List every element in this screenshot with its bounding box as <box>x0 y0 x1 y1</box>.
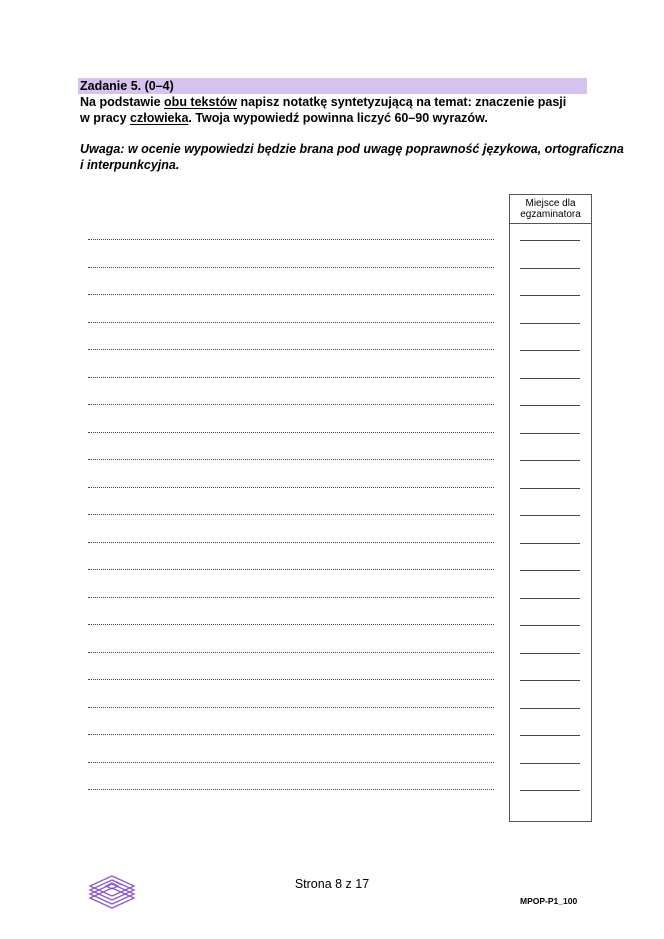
instruction-line-2 <box>80 111 620 127</box>
examiner-score-slot <box>520 654 580 682</box>
examiner-score-slot <box>520 406 580 434</box>
answer-line[interactable] <box>88 625 494 653</box>
task-header <box>78 78 587 94</box>
instruction-emphasis: obu tekstów <box>164 95 237 109</box>
answer-line[interactable] <box>88 488 494 516</box>
answer-line[interactable] <box>88 680 494 708</box>
examiner-score-slot <box>520 351 580 379</box>
answer-line[interactable] <box>88 378 494 406</box>
answer-line[interactable] <box>88 433 494 461</box>
examiner-score-slot <box>520 599 580 627</box>
instruction-text: . Twoja wypowiedź powinna liczyć 60–90 wyrazów. <box>188 110 488 125</box>
answer-line[interactable] <box>88 735 494 763</box>
answer-line[interactable] <box>88 570 494 598</box>
instruction-text: w pracy <box>80 110 131 125</box>
examiner-score-slot <box>520 764 580 792</box>
task-instruction <box>80 95 620 126</box>
examiner-score-slot <box>520 516 580 544</box>
answer-line[interactable] <box>88 323 494 351</box>
examiner-score-slot <box>520 379 580 407</box>
answer-line[interactable] <box>88 460 494 488</box>
examiner-score-slot <box>520 224 580 241</box>
answer-line[interactable] <box>88 240 494 268</box>
examiner-score-slot <box>520 241 580 269</box>
answer-line[interactable] <box>88 598 494 626</box>
examiner-score-slot <box>520 571 580 599</box>
task-title: Zadanie 5. (0–4) <box>80 79 174 93</box>
examiner-score-slot <box>520 709 580 737</box>
examiner-score-slot <box>520 489 580 517</box>
answer-line[interactable] <box>88 515 494 543</box>
examiner-score-slot <box>520 736 580 764</box>
note-line-1: Uwaga: w ocenie wypowiedzi będzie brana pod uwagę poprawność językowa, ortograficzna <box>80 142 624 156</box>
answer-line[interactable] <box>88 350 494 378</box>
examiner-label-line-1: Miejsce dla <box>525 198 576 209</box>
answer-line[interactable] <box>88 405 494 433</box>
document-code: MPOP-P1_100 <box>520 896 578 906</box>
examiner-score-slot <box>520 626 580 654</box>
examiner-score-slot <box>520 434 580 462</box>
examiner-score-slot <box>520 324 580 352</box>
examiner-score-slot <box>520 269 580 297</box>
examiner-label-line-2: egzaminatora <box>520 209 581 220</box>
answer-line[interactable] <box>88 295 494 323</box>
page-number: Strona 8 z 17 <box>294 877 370 891</box>
instruction-text: Na podstawie <box>80 95 165 109</box>
answer-line[interactable] <box>88 763 494 791</box>
examiner-score-slot <box>520 681 580 709</box>
instruction-text: napisz notatkę syntetyzującą na temat: znaczenie pasji <box>236 95 567 109</box>
examiner-score-slots <box>510 224 591 791</box>
note-line-2: i interpunkcyjna. <box>80 157 180 172</box>
answer-line[interactable] <box>88 708 494 736</box>
examiner-score-slot <box>520 544 580 572</box>
assessment-note <box>80 142 625 173</box>
answer-line[interactable] <box>88 268 494 296</box>
examiner-score-slot <box>520 461 580 489</box>
answer-line[interactable] <box>88 543 494 571</box>
examiner-score-slot <box>520 296 580 324</box>
instruction-emphasis: człowieka <box>130 110 189 125</box>
answer-line[interactable] <box>88 230 494 240</box>
instruction-line-1 <box>80 95 620 111</box>
answer-line[interactable] <box>88 653 494 681</box>
answer-area[interactable] <box>88 230 494 790</box>
examiner-header <box>510 195 591 224</box>
examiner-column <box>509 194 592 822</box>
